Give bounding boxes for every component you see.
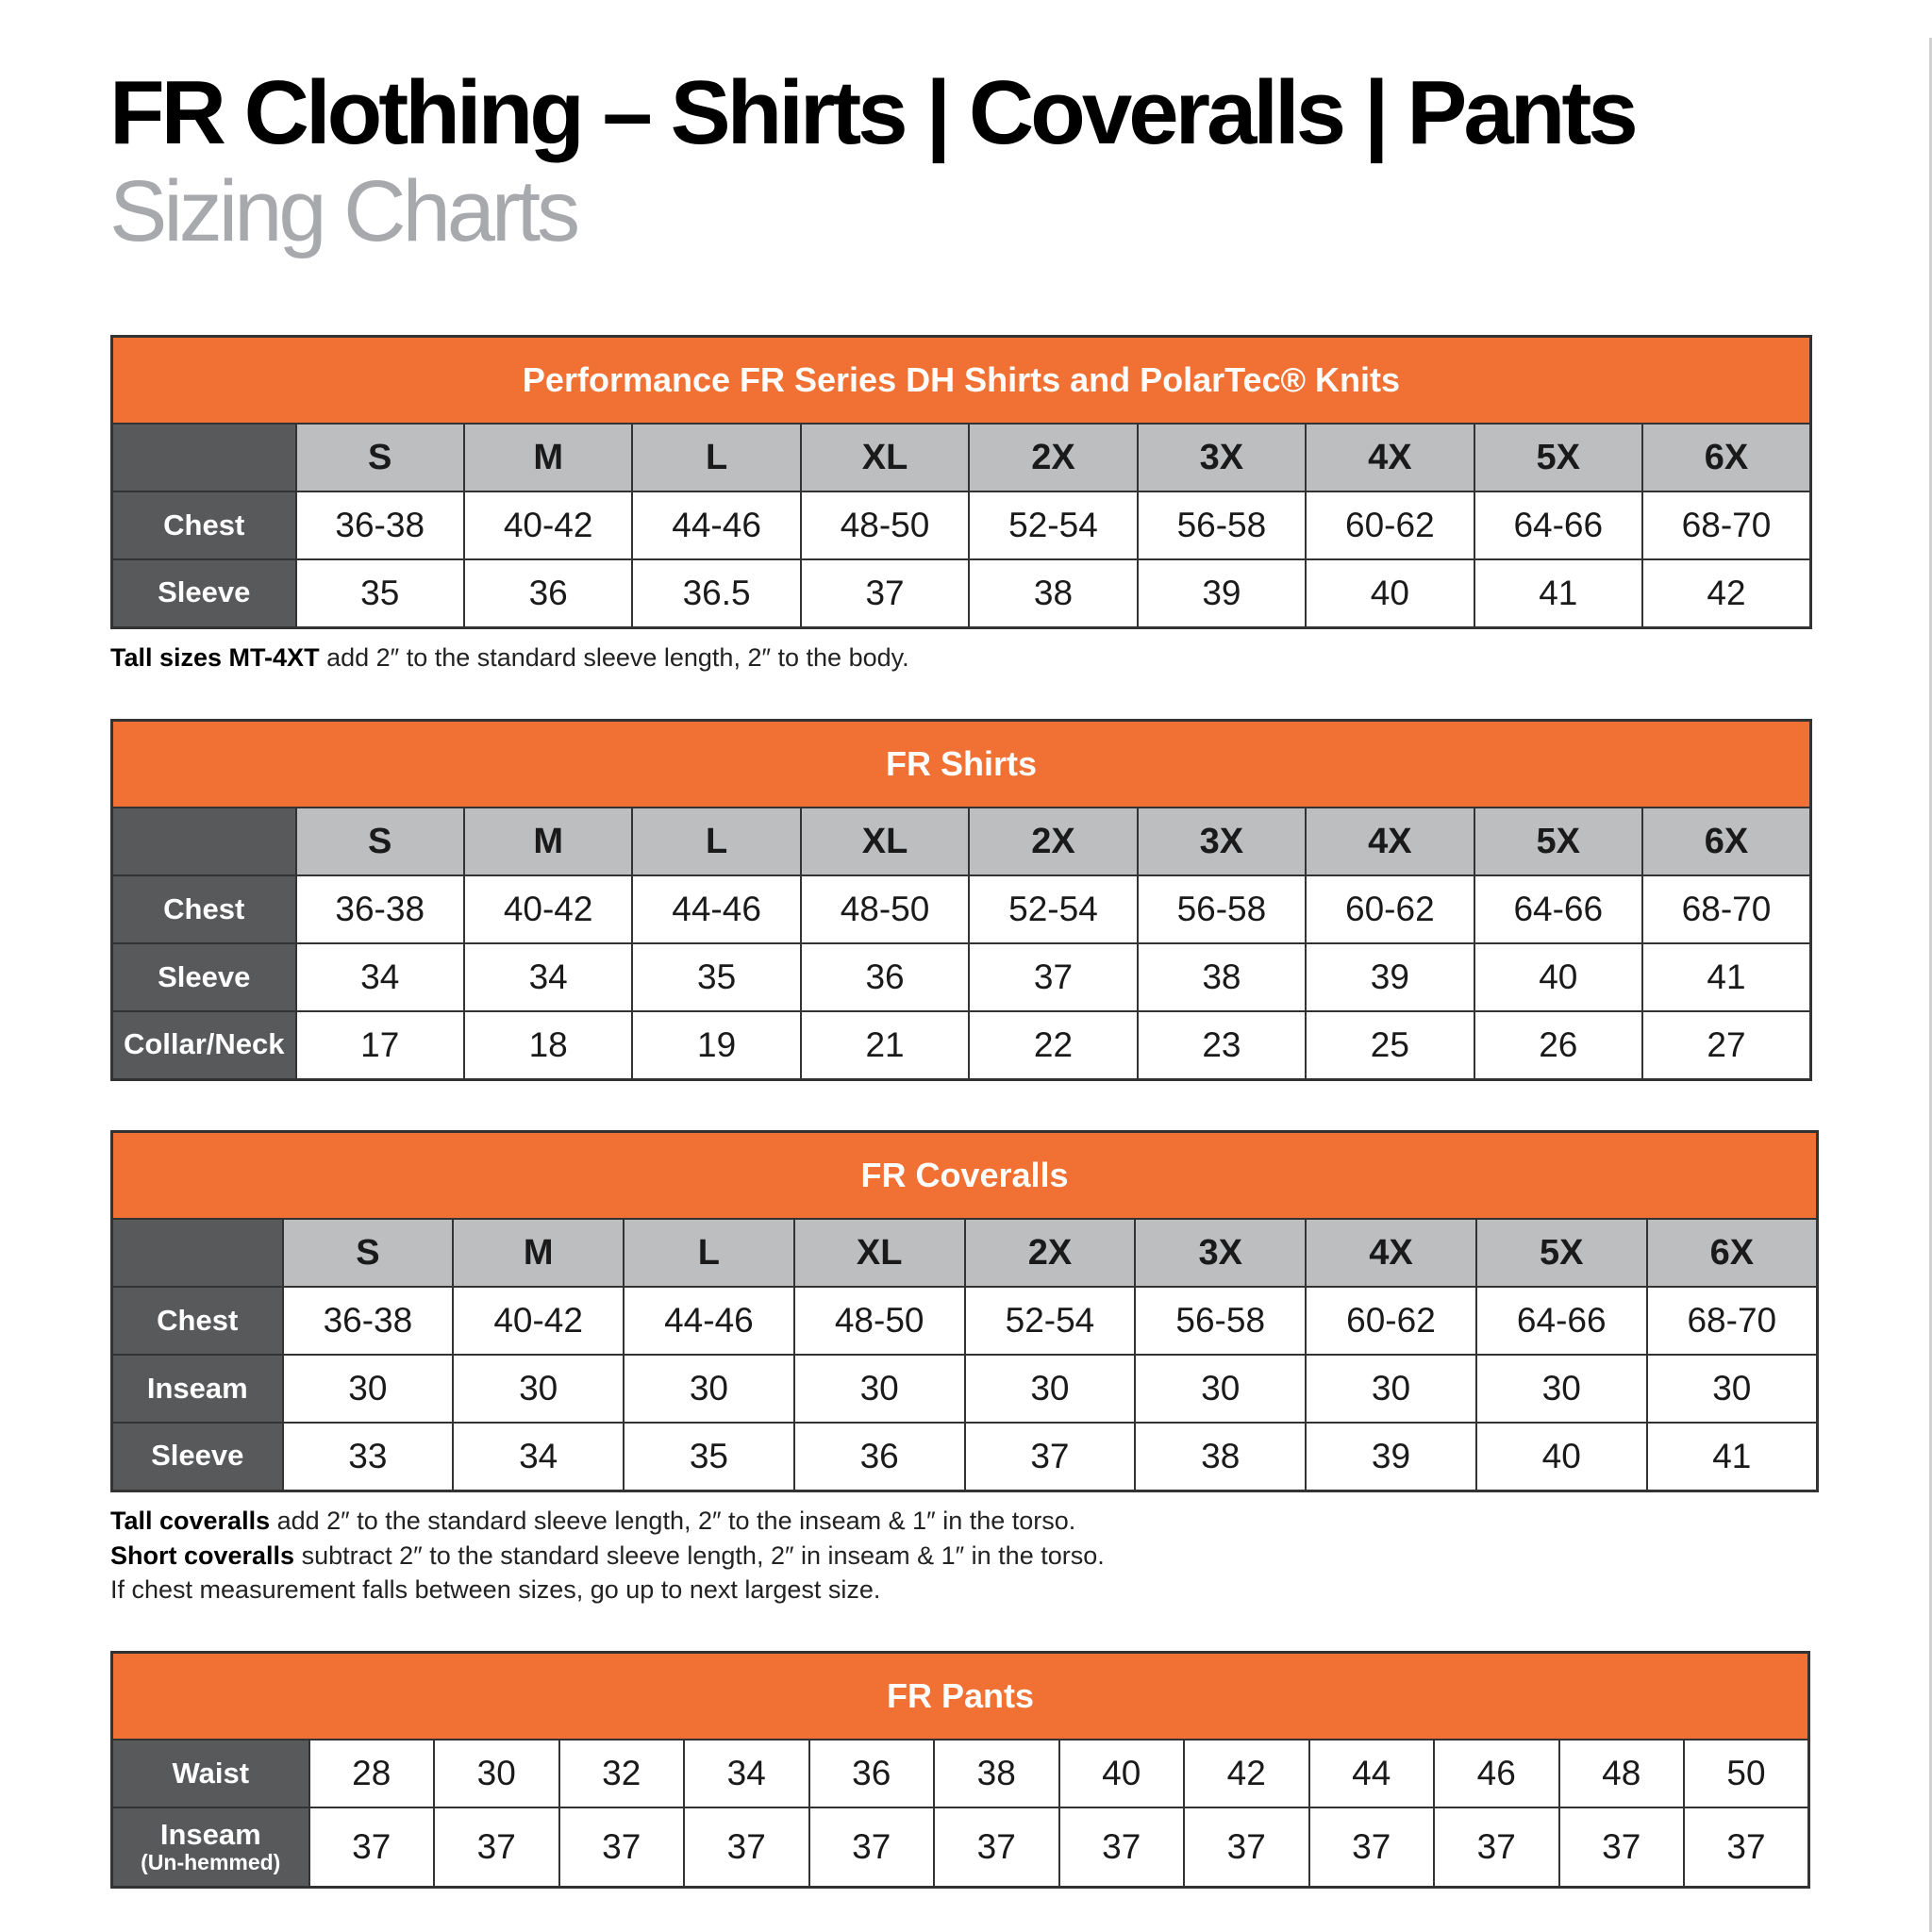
tall-coveralls-note	[110, 1507, 1075, 1536]
table-cell: 17	[296, 1011, 464, 1079]
between-sizes-note	[110, 1575, 880, 1605]
row-label-text: Collar/Neck	[123, 1027, 285, 1061]
table-cell: 18	[464, 1011, 632, 1079]
corner-cell	[112, 1219, 283, 1287]
table-cell: 34	[296, 943, 464, 1011]
corner-cell	[112, 424, 296, 491]
size-header-m: M	[453, 1219, 624, 1287]
table-cell: 30	[965, 1355, 1136, 1423]
table-cell: 40-42	[464, 491, 632, 559]
table-cell: 36.5	[632, 559, 800, 627]
table-row-inseam	[112, 1807, 1809, 1887]
size-header-2x: 2X	[965, 1219, 1136, 1287]
page-subtitle: Sizing Charts	[109, 163, 577, 259]
size-header-5x: 5X	[1476, 1219, 1647, 1287]
table-row-inseam	[112, 1355, 1818, 1423]
table-cell: 52-54	[965, 1287, 1136, 1355]
table-cell: 40	[1474, 943, 1642, 1011]
size-header-3x: 3X	[1135, 1219, 1306, 1287]
table-row-waist	[112, 1740, 1809, 1807]
table-cell: 68-70	[1647, 1287, 1818, 1355]
table-cell: 38	[934, 1740, 1059, 1807]
table-cell: 36	[794, 1423, 965, 1491]
table-title-row	[112, 1132, 1818, 1220]
table-cell: 26	[1474, 1011, 1642, 1079]
table-cell: 23	[1138, 1011, 1306, 1079]
row-label	[112, 1423, 283, 1491]
size-header-6x: 6X	[1642, 424, 1811, 491]
size-header-xl: XL	[794, 1219, 965, 1287]
row-label	[112, 1355, 283, 1423]
row-label-text: Chest	[163, 891, 245, 925]
table-cell: 34	[464, 943, 632, 1011]
table-cell: 48-50	[801, 875, 969, 943]
table-cell: 30	[1306, 1355, 1476, 1423]
row-label	[112, 1287, 283, 1355]
table-cell: 68-70	[1642, 491, 1811, 559]
table-cell: 35	[624, 1423, 794, 1491]
table-cell: 36	[801, 943, 969, 1011]
row-label-text: Inseam	[159, 1818, 261, 1852]
table-cell: 30	[453, 1355, 624, 1423]
table-row-chest	[112, 875, 1811, 943]
tall-sizes-note	[110, 643, 909, 673]
row-label	[112, 1740, 309, 1807]
row-label-text: Sleeve	[158, 959, 251, 993]
table-cell: 30	[624, 1355, 794, 1423]
table-cell: 36-38	[296, 875, 464, 943]
table-cell: 37	[559, 1807, 685, 1887]
fr-coveralls-size-table	[110, 1130, 1819, 1492]
note-text: add 2″ to the standard sleeve length, 2″ to the inseam & 1″ in the torso.	[270, 1507, 1076, 1535]
table-cell: 42	[1642, 559, 1811, 627]
table-cell: 30	[283, 1355, 454, 1423]
table-cell: 37	[1059, 1807, 1185, 1887]
table-cell: 40	[1306, 559, 1474, 627]
table-cell: 37	[1184, 1807, 1309, 1887]
table-cell: 37	[965, 1423, 1136, 1491]
table-cell: 56-58	[1138, 875, 1306, 943]
table-cell: 35	[632, 943, 800, 1011]
table-cell: 44-46	[624, 1287, 794, 1355]
table-cell: 37	[801, 559, 969, 627]
table-cell: 40	[1476, 1423, 1647, 1491]
table-cell: 25	[1306, 1011, 1474, 1079]
note-bold: Short coveralls	[110, 1541, 295, 1570]
table-cell: 32	[559, 1740, 685, 1807]
table-cell: 36	[464, 559, 632, 627]
table-title: FR Shirts	[112, 721, 1811, 808]
size-header-l: L	[632, 424, 800, 491]
table-cell: 37	[684, 1807, 809, 1887]
note-text: If chest measurement falls between sizes, go up to next largest size.	[110, 1575, 881, 1604]
table-cell: 50	[1684, 1740, 1809, 1807]
size-header-row	[112, 424, 1811, 491]
table-cell: 60-62	[1306, 1287, 1476, 1355]
table-cell: 38	[969, 559, 1137, 627]
row-label	[112, 1807, 309, 1887]
table-cell: 44-46	[632, 875, 800, 943]
size-header-5x: 5X	[1474, 808, 1642, 875]
table-row-sleeve	[112, 559, 1811, 627]
table-cell: 42	[1184, 1740, 1309, 1807]
table-cell: 22	[969, 1011, 1137, 1079]
table-title: FR Pants	[112, 1653, 1809, 1740]
table-cell: 38	[1135, 1423, 1306, 1491]
table-cell: 48-50	[794, 1287, 965, 1355]
size-header-3x: 3X	[1138, 808, 1306, 875]
table-cell: 39	[1138, 559, 1306, 627]
table-cell: 52-54	[969, 491, 1137, 559]
table-cell: 36	[809, 1740, 935, 1807]
size-header-4x: 4X	[1306, 808, 1474, 875]
short-coveralls-note	[110, 1541, 1105, 1571]
table-title: Performance FR Series DH Shirts and PolarTec® Knits	[112, 337, 1811, 425]
table-cell: 34	[453, 1423, 624, 1491]
page-title: FR Clothing – Shirts | Coveralls | Pants	[109, 62, 1635, 163]
table-title-row	[112, 337, 1811, 425]
table-cell: 37	[969, 943, 1137, 1011]
row-sublabel-text: (Un-hemmed)	[141, 1849, 281, 1874]
table-row-chest	[112, 1287, 1818, 1355]
row-label-text: Inseam	[146, 1371, 248, 1405]
table-cell: 39	[1306, 943, 1474, 1011]
size-header-4x: 4X	[1306, 1219, 1476, 1287]
table-cell: 37	[1559, 1807, 1685, 1887]
row-label	[112, 491, 296, 559]
table-cell: 21	[801, 1011, 969, 1079]
row-label-text: Sleeve	[158, 575, 251, 609]
row-label-text: Sleeve	[151, 1439, 244, 1473]
size-header-m: M	[464, 424, 632, 491]
table-cell: 36-38	[296, 491, 464, 559]
table-cell: 30	[794, 1355, 965, 1423]
size-header-l: L	[632, 808, 800, 875]
size-header-6x: 6X	[1647, 1219, 1818, 1287]
size-header-row	[112, 1219, 1818, 1287]
performance-fr-size-table	[110, 335, 1812, 629]
table-cell: 28	[309, 1740, 435, 1807]
table-cell: 37	[934, 1807, 1059, 1887]
size-header-m: M	[464, 808, 632, 875]
table-cell: 48	[1559, 1740, 1685, 1807]
size-header-s: S	[283, 1219, 454, 1287]
size-header-5x: 5X	[1474, 424, 1642, 491]
table-cell: 41	[1647, 1423, 1818, 1491]
fr-shirts-size-table	[110, 719, 1812, 1081]
table-cell: 41	[1642, 943, 1811, 1011]
size-header-row	[112, 808, 1811, 875]
size-header-6x: 6X	[1642, 808, 1811, 875]
note-bold: Tall sizes MT-4XT	[110, 643, 320, 672]
corner-cell	[112, 808, 296, 875]
size-header-s: S	[296, 424, 464, 491]
table-cell: 44-46	[632, 491, 800, 559]
table-cell: 37	[309, 1807, 435, 1887]
table-cell: 37	[434, 1807, 559, 1887]
table-cell: 64-66	[1474, 875, 1642, 943]
table-cell: 40	[1059, 1740, 1185, 1807]
table-cell: 30	[1135, 1355, 1306, 1423]
size-header-4x: 4X	[1306, 424, 1474, 491]
fr-pants-size-table	[110, 1651, 1810, 1889]
table-cell: 35	[296, 559, 464, 627]
table-cell: 27	[1642, 1011, 1811, 1079]
row-label	[112, 875, 296, 943]
table-row-sleeve	[112, 943, 1811, 1011]
table-cell: 37	[1309, 1807, 1435, 1887]
size-header-3x: 3X	[1138, 424, 1306, 491]
table-row-chest	[112, 491, 1811, 559]
row-label	[112, 943, 296, 1011]
size-header-l: L	[624, 1219, 794, 1287]
size-header-2x: 2X	[969, 424, 1137, 491]
table-title: FR Coveralls	[112, 1132, 1818, 1220]
table-cell: 37	[809, 1807, 935, 1887]
row-label-text: Waist	[172, 1756, 250, 1790]
table-cell: 33	[283, 1423, 454, 1491]
table-cell: 56-58	[1138, 491, 1306, 559]
table-cell: 37	[1434, 1807, 1559, 1887]
row-label	[112, 1011, 296, 1079]
row-label-text: Chest	[163, 508, 245, 541]
table-cell: 56-58	[1135, 1287, 1306, 1355]
table-cell: 60-62	[1306, 491, 1474, 559]
table-row-sleeve	[112, 1423, 1818, 1491]
table-cell: 52-54	[969, 875, 1137, 943]
size-header-s: S	[296, 808, 464, 875]
table-cell: 64-66	[1474, 491, 1642, 559]
table-cell: 40-42	[464, 875, 632, 943]
table-cell: 30	[1476, 1355, 1647, 1423]
table-cell: 60-62	[1306, 875, 1474, 943]
size-header-xl: XL	[801, 424, 969, 491]
note-text: add 2″ to the standard sleeve length, 2″ to the body.	[319, 643, 909, 672]
table-row-collar-neck	[112, 1011, 1811, 1079]
table-cell: 30	[434, 1740, 559, 1807]
table-cell: 46	[1434, 1740, 1559, 1807]
table-cell: 36-38	[283, 1287, 454, 1355]
table-title-row	[112, 721, 1811, 808]
note-text: subtract 2″ to the standard sleeve length, 2″ in inseam & 1″ in the torso.	[294, 1541, 1105, 1570]
row-label	[112, 559, 296, 627]
table-cell: 34	[684, 1740, 809, 1807]
note-bold: Tall coveralls	[110, 1507, 271, 1535]
table-cell: 44	[1309, 1740, 1435, 1807]
table-cell: 37	[1684, 1807, 1809, 1887]
table-cell: 41	[1474, 559, 1642, 627]
table-cell: 39	[1306, 1423, 1476, 1491]
row-label-text: Chest	[157, 1303, 239, 1337]
size-header-xl: XL	[801, 808, 969, 875]
table-cell: 40-42	[453, 1287, 624, 1355]
table-cell: 48-50	[801, 491, 969, 559]
table-cell: 38	[1138, 943, 1306, 1011]
table-cell: 19	[632, 1011, 800, 1079]
table-title-row	[112, 1653, 1809, 1740]
table-cell: 68-70	[1642, 875, 1811, 943]
size-header-2x: 2X	[969, 808, 1137, 875]
table-cell: 64-66	[1476, 1287, 1647, 1355]
table-cell: 30	[1647, 1355, 1818, 1423]
